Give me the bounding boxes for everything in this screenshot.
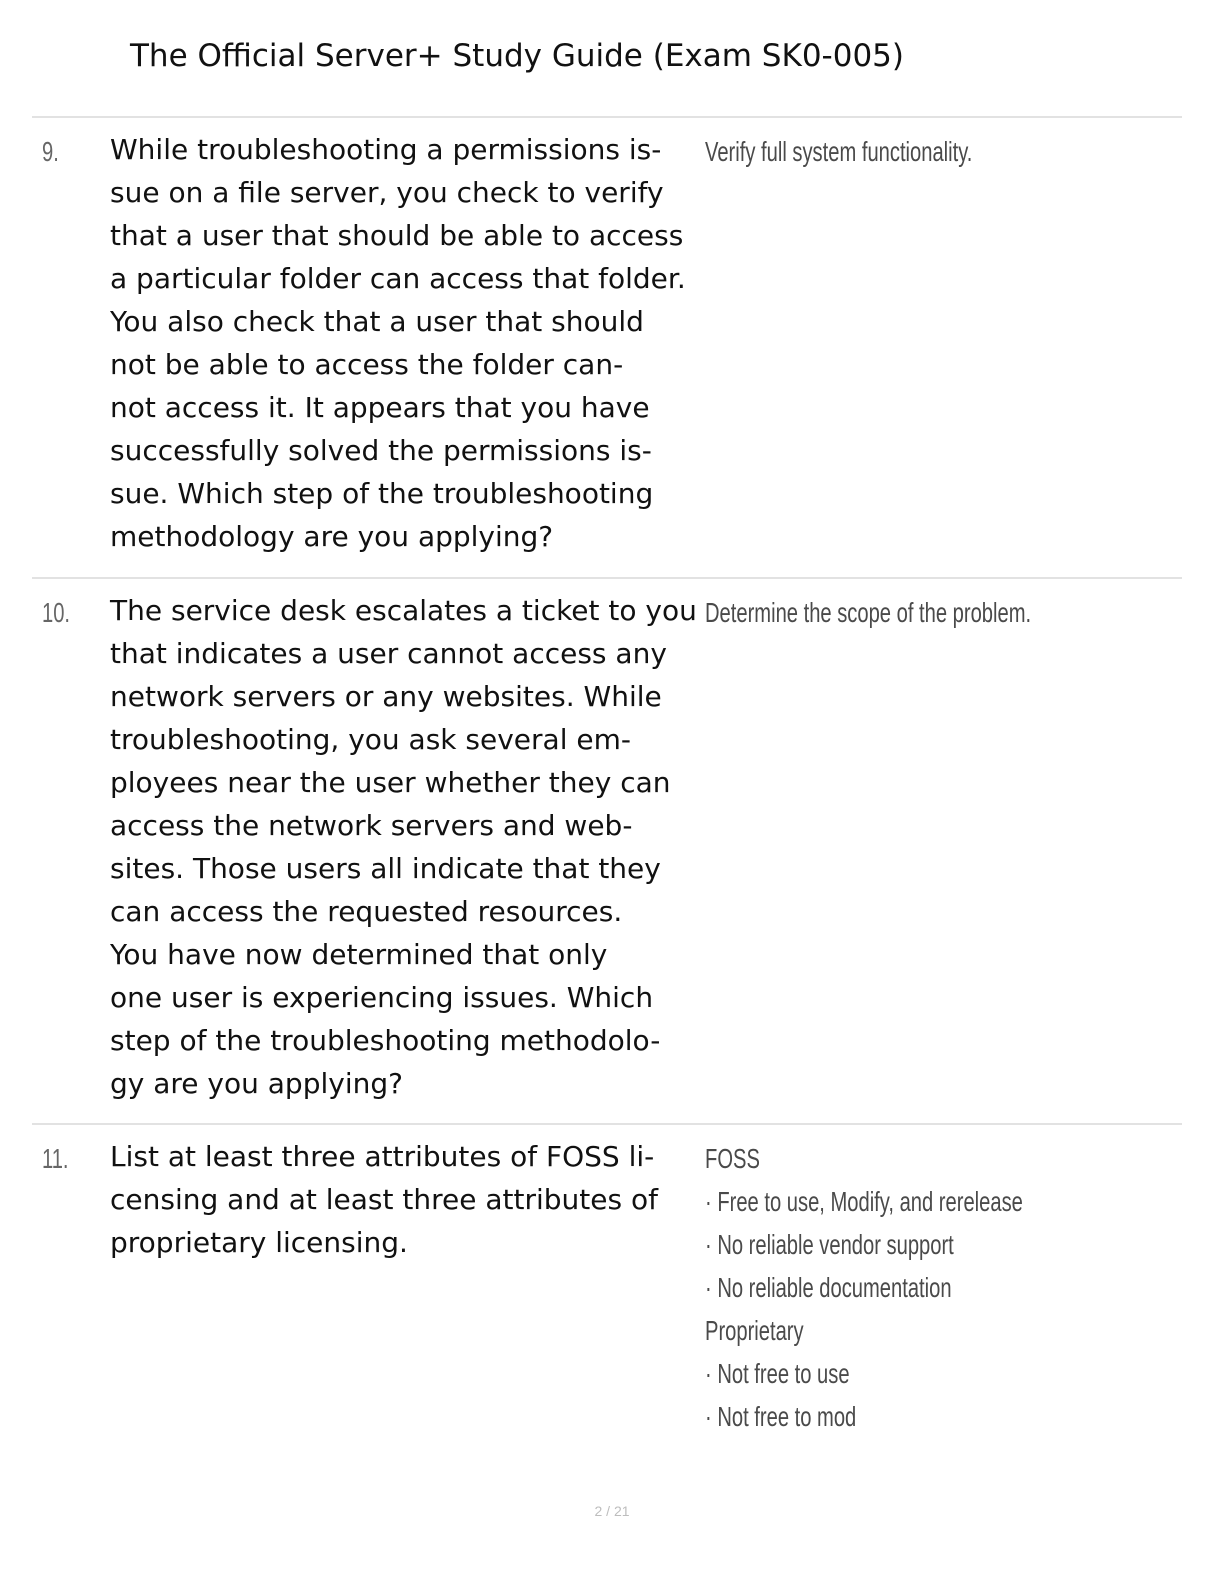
divider-top (32, 116, 1182, 118)
answer-line: Determine the scope of the problem. (705, 597, 1032, 628)
question-line: troubleshooting, you ask several em- (110, 723, 631, 756)
answer-line: · Not free to use (705, 1358, 850, 1389)
question-line: gy are you applying? (110, 1067, 403, 1100)
question-line: that indicates a user cannot access any (110, 637, 667, 670)
answer-text (705, 1137, 1023, 1438)
answer-text (705, 130, 972, 173)
question-line: You have now determined that only (110, 938, 608, 971)
answer-text (705, 591, 1031, 634)
question-text (110, 128, 700, 558)
question-line: one user is experiencing issues. Which (110, 981, 654, 1014)
page-number: 2 / 21 (594, 1503, 630, 1519)
answer-line: · No reliable vendor support (705, 1229, 954, 1260)
question-line: can access the requested resources. (110, 895, 623, 928)
question-line: a particular folder can access that folder. (110, 262, 686, 295)
question-line: ployees near the user whether they can (110, 766, 671, 799)
question-line: proprietary licensing. (110, 1226, 408, 1259)
question-line: sites. Those users all indicate that they (110, 852, 661, 885)
question-line: censing and at least three attributes of (110, 1183, 658, 1216)
question-line: methodology are you applying? (110, 520, 554, 553)
answer-line: · Not free to mod (705, 1401, 857, 1432)
divider (32, 1123, 1182, 1125)
answer-line: FOSS (705, 1143, 760, 1174)
question-line: access the network servers and web- (110, 809, 633, 842)
question-line: not be able to access the folder can- (110, 348, 624, 381)
question-line: List at least three attributes of FOSS li- (110, 1140, 655, 1173)
question-line: network servers or any websites. While (110, 680, 662, 713)
question-text (110, 1135, 700, 1264)
question-line: sue on a file server, you check to verify (110, 176, 664, 209)
answer-line: Proprietary (705, 1315, 804, 1346)
question-line: that a user that should be able to access (110, 219, 684, 252)
answer-line: Verify full system functionality. (705, 136, 973, 167)
question-line: step of the troubleshooting methodolo- (110, 1024, 661, 1057)
answer-line: · Free to use, Modify, and rerelease (705, 1186, 1023, 1217)
question-line: You also check that a user that should (110, 305, 644, 338)
question-line: not access it. It appears that you have (110, 391, 650, 424)
question-number: 11. (42, 1143, 69, 1174)
answer-line: · No reliable documentation (705, 1272, 952, 1303)
document-title: The Official Server+ Study Guide (Exam SK0-005) (130, 38, 904, 74)
question-line: sue. Which step of the troubleshooting (110, 477, 654, 510)
question-number: 9. (42, 136, 59, 167)
question-line: successfully solved the permissions is- (110, 434, 652, 467)
question-text (110, 589, 700, 1105)
question-line: While troubleshooting a permissions is- (110, 133, 662, 166)
question-number: 10. (42, 597, 71, 628)
question-line: The service desk escalates a ticket to you (110, 594, 697, 627)
divider (32, 577, 1182, 579)
